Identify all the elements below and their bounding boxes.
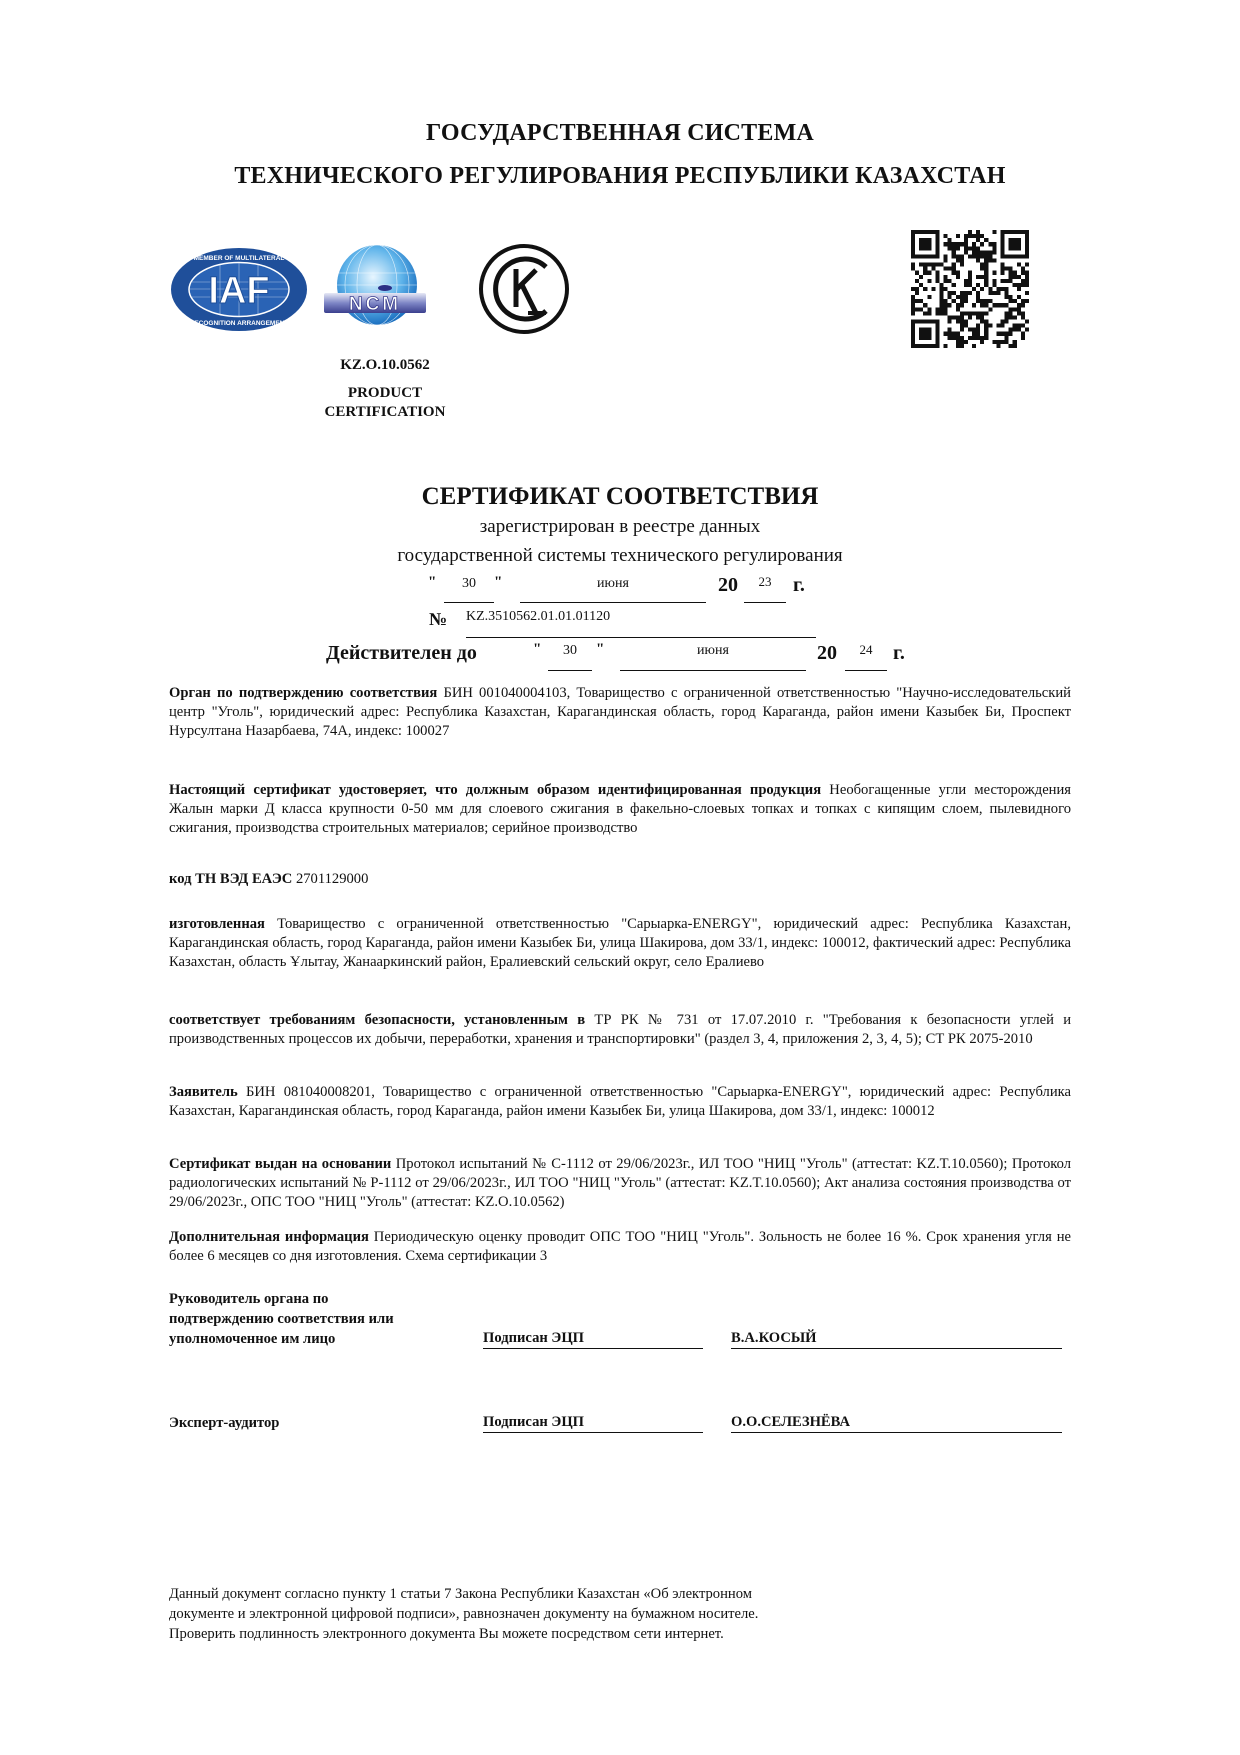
- valid-year: 24: [859, 642, 873, 657]
- reg-month: июня: [597, 576, 629, 591]
- svg-text:MEMBER OF MULTILATERAL: MEMBER OF MULTILATERAL: [193, 255, 285, 262]
- number-underline: [466, 637, 816, 638]
- valid-century: 20: [817, 642, 837, 664]
- section-label: изготовленная: [169, 916, 265, 932]
- section-label: Сертификат выдан на основании: [169, 1156, 392, 1172]
- registered-line-2: государственной системы технического регулирования: [397, 545, 843, 566]
- section-text: Необогащенные угли месторождения Жалын марки Д класса крупности 0-50 мм для слоевого сжигания в факельно-слоевых топках и топках с кипящим слоем, пылевидного сжигания, производства строительных материалов; серийное производство: [169, 782, 1072, 837]
- section-text: Протокол испытаний № С-1112 от 29/06/2023г., ИЛ ТОО "НИЦ "Уголь" (аттестат: KZ.T.10.0560); Протокол радиологических испытаний № Р-1112 от 29/06/2023г., ИЛ ТОО "НИЦ "Уголь" (аттестат: KZ.T.10.0560); Акт анализа состояния производства от 29/06/2023г., ОПС ТОО "НИЦ "Уголь" (аттестат: KZ.O.10.0562): [169, 1156, 1072, 1211]
- header-line-1: ГОСУДАРСТВЕННАЯ СИСТЕМА: [426, 120, 814, 146]
- section-label: Дополнительная информация: [169, 1229, 369, 1245]
- section-text: ТР РК № 731 от 17.07.2010 г. "Требования к безопасности углей и производственных процессов их добычи, переработки, хранения и транспортировки" (раздел 3, 4, приложения 2, 3, 4, 5); СТ РК 2075-2010: [169, 1012, 1072, 1048]
- valid-day-underline: [548, 670, 592, 671]
- section-applicant: [169, 1083, 1071, 1121]
- ncm-logo-text: NCM: [348, 294, 402, 315]
- footer-line-3: Проверить подлинность электронного документа Вы можете посредством сети интернет.: [169, 1626, 724, 1642]
- section-text: Периодическую оценку проводит ОПС ТОО "НИЦ "Уголь". Зольность не более 16 %. Срок хранения угля не более 6 месяцев со дня изготовления. Схема сертификации 3: [169, 1229, 1071, 1265]
- iaf-logo-icon: [170, 247, 308, 332]
- certificate-title: СЕРТИФИКАТ СООТВЕТСТВИЯ: [421, 483, 819, 510]
- qr-code[interactable]: [910, 230, 1030, 348]
- quote-close: ": [494, 574, 503, 590]
- quote-open: ": [533, 641, 542, 657]
- section-text: БИН 001040004103, Товарищество с ограниченной ответственностью "Научно-исследовательский центр "Уголь", юридический адрес: Республика Казахстан, Карагандинская область, город Караганда, район имени Казыбек Би, Проспект Нурсултана Назарбаева, 74А, индекс: 100027: [169, 685, 1071, 740]
- reg-year-suffix: г.: [793, 574, 805, 596]
- section-product: [169, 781, 1071, 839]
- reg-century: 20: [718, 574, 738, 596]
- section-text: 2701129000: [292, 871, 369, 887]
- section-compliance: [169, 1011, 1071, 1049]
- reg-month-underline: [520, 602, 706, 603]
- section-basis: [169, 1155, 1071, 1213]
- section-label: Орган по подтверждению соответствия: [169, 685, 438, 701]
- reg-day-underline: [444, 602, 494, 603]
- section-manufacturer: [169, 915, 1071, 973]
- section-label: Настоящий сертификат удостоверяет, что должным образом идентифицированная продукция: [169, 782, 822, 798]
- svg-text:RECOGNITION ARRANGEMENT: RECOGNITION ARRANGEMENT: [189, 320, 289, 327]
- valid-day: 30: [563, 643, 577, 658]
- header-line-2: ТЕХНИЧЕСКОГО РЕГУЛИРОВАНИЯ РЕСПУБЛИКИ КАЗАХСТАН: [234, 163, 1006, 189]
- signatory-role-line-2: подтверждению соответствия или: [169, 1311, 394, 1327]
- qr-code-icon: [910, 230, 1030, 348]
- section-hs-code: [169, 870, 1071, 889]
- section-additional-info: [169, 1228, 1071, 1266]
- accreditation-label-line-2: CERTIFICATION: [324, 404, 446, 420]
- signatory-name: В.А.КОСЫЙ: [731, 1330, 1062, 1349]
- valid-year-suffix: г.: [893, 642, 905, 664]
- section-label: код ТН ВЭД ЕАЭС: [169, 871, 293, 887]
- footer-line-1: Данный документ согласно пункту 1 статьи 7 Закона Республики Казахстан «Об электронном: [169, 1586, 752, 1602]
- registered-line-1: зарегистрирован в реестре данных: [479, 516, 761, 537]
- certificate-number: KZ.3510562.01.01.01120: [466, 609, 611, 624]
- quote-open: ": [428, 574, 437, 590]
- valid-month-underline: [620, 670, 806, 671]
- ncm-logo: [322, 243, 428, 333]
- reg-year: 23: [758, 574, 772, 589]
- quote-close: ": [596, 641, 605, 657]
- reg-day: 30: [462, 576, 476, 591]
- section-text: БИН 081040008201, Товарищество с ограниченной ответственностью "Сарыарка-ENERGY", юридический адрес: Республика Казахстан, Карагандинская область, город Караганда, район имени Казыбек Би, улица Шакирова, дом 33/1, индекс: 100012: [169, 1084, 1071, 1120]
- accreditation-label-line-1: PRODUCT: [347, 385, 423, 401]
- signatory-name: О.О.СЕЛЕЗНЁВА: [731, 1414, 1062, 1433]
- valid-label: Действителен до: [326, 642, 477, 664]
- reg-year-underline: [744, 602, 786, 603]
- section-label: соответствует требованиям безопасности, установленным в: [169, 1012, 586, 1028]
- globe-icon: [322, 243, 428, 333]
- signatory-role-line-3: уполномоченное им лицо: [169, 1331, 336, 1347]
- valid-year-underline: [845, 670, 887, 671]
- signed-digitally: Подписан ЭЦП: [483, 1414, 703, 1433]
- footer-line-2: документе и электронной цифровой подписи», равнозначен документу на бумажном носителе.: [169, 1606, 759, 1622]
- valid-month: июня: [697, 643, 729, 658]
- kz-mark-icon: [478, 243, 570, 335]
- signatory-role-line-1: Руководитель органа по: [169, 1291, 329, 1307]
- signatory-role: Эксперт-аудитор: [169, 1415, 280, 1431]
- accreditation-number: KZ.O.10.0562: [340, 357, 430, 373]
- kz-conformity-mark: [478, 243, 570, 335]
- signed-digitally: Подписан ЭЦП: [483, 1330, 703, 1349]
- svg-text:IAF: IAF: [208, 270, 270, 312]
- section-label: Заявитель: [169, 1084, 238, 1100]
- iaf-logo: [170, 247, 308, 332]
- number-label: №: [429, 609, 448, 629]
- section-text: Товарищество с ограниченной ответственностью "Сарыарка-ENERGY", юридический адрес: Республика Казахстан, Карагандинская область, город Караганда, район имени Казыбек Би, улица Шакирова, дом 33/1, индекс: 100012, фактический адрес: Республика Казахстан, область Ұлытау, Жанааркинский район, Ералиевский сельский округ, село Ералиево: [169, 916, 1071, 971]
- section-certification-body: [169, 684, 1071, 742]
